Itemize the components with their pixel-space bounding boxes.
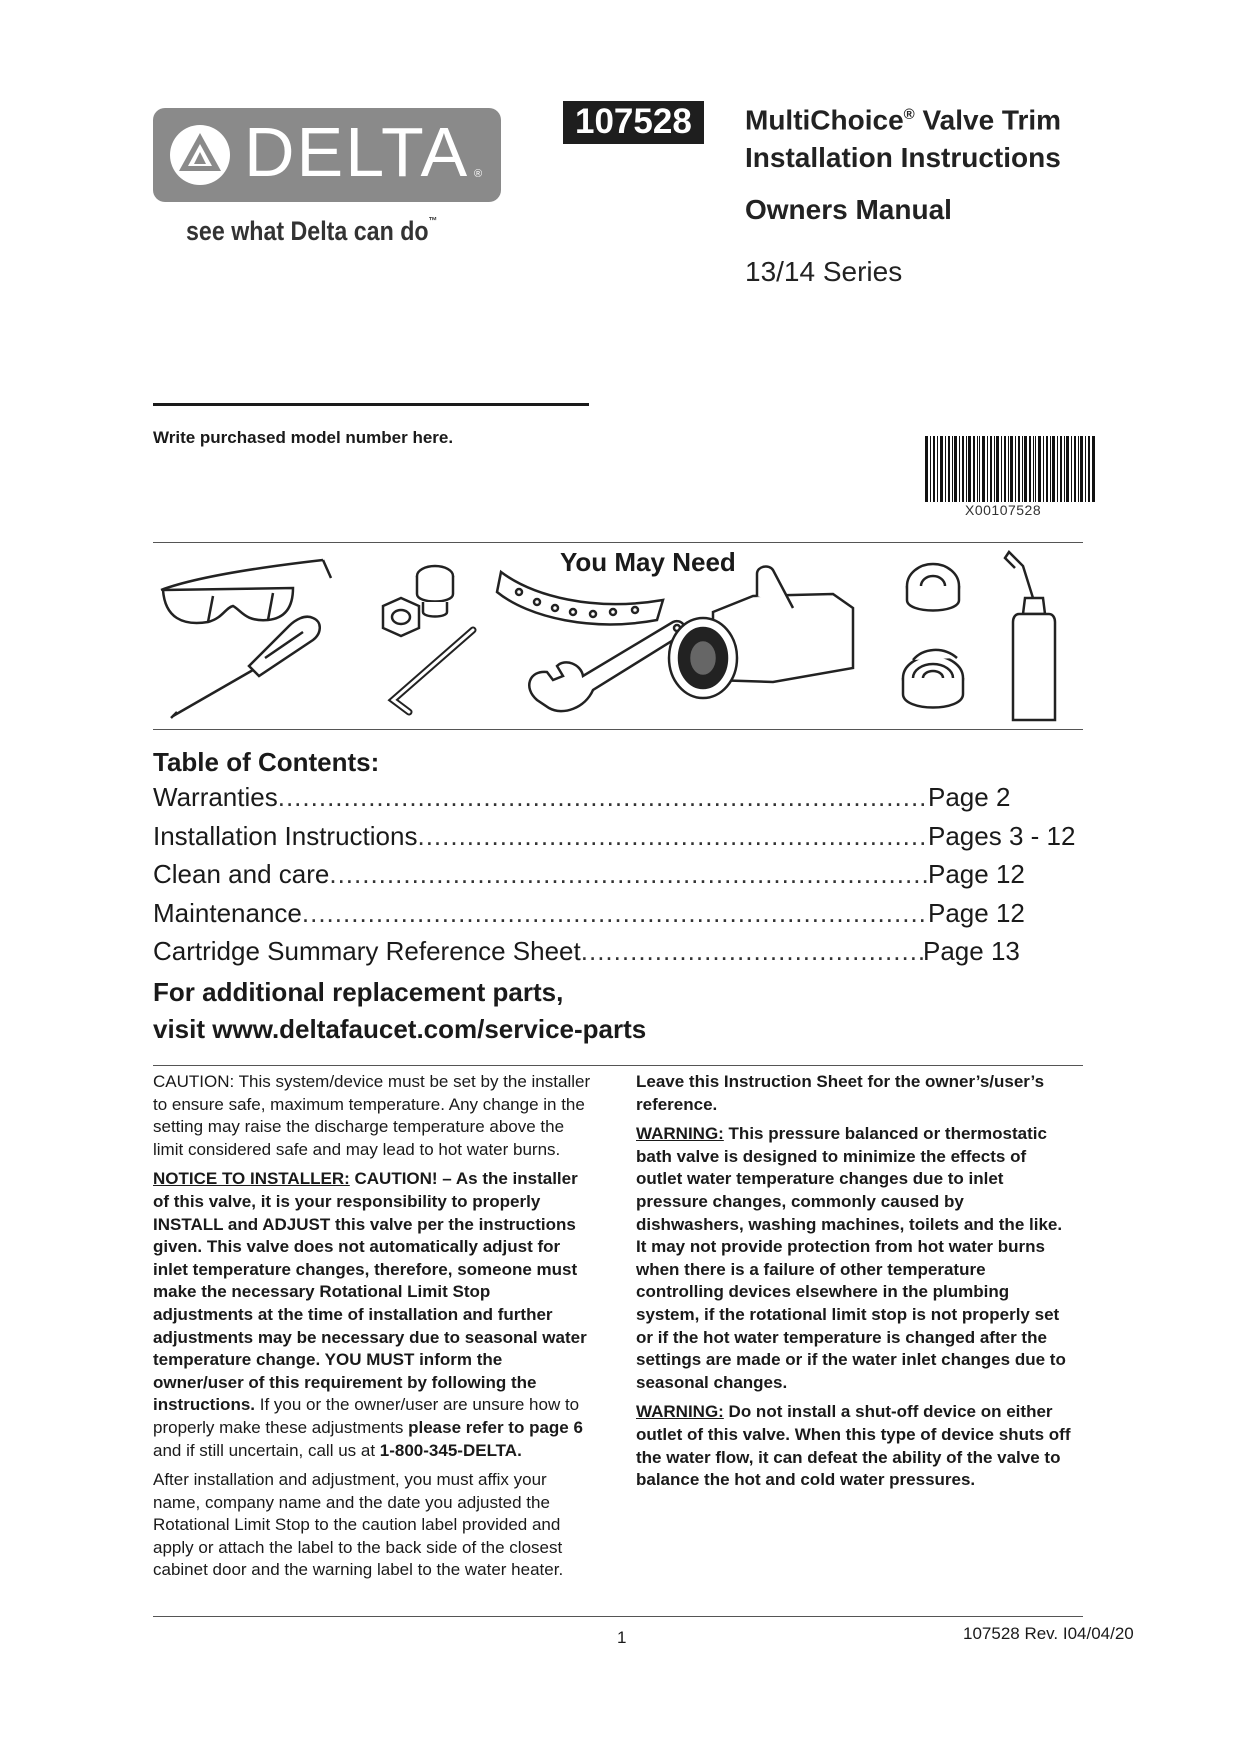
model-number-line <box>153 403 589 406</box>
owners-manual-heading: Owners Manual <box>745 194 952 225</box>
series-label: 13/14 Series <box>745 256 903 287</box>
screwdriver-icon <box>171 617 320 718</box>
flashlight-icon <box>669 567 853 698</box>
divider-body <box>153 1065 1083 1066</box>
warnings-column <box>636 1071 1076 1499</box>
service-parts-link[interactable]: visit www.deltafaucet.com/service-parts <box>153 1014 647 1044</box>
model-number-label: Write purchased model number here. <box>153 428 454 447</box>
toc-heading: Table of Contents: <box>153 747 380 777</box>
delta-logo-mark-icon <box>169 124 231 186</box>
fittings-icon <box>383 566 453 636</box>
after-install-paragraph: After installation and adjustment, you must affix your name, company name and the date you adjusted the Rotational Limit Stop to the caution label provided and apply or attach the label to the back side of the closest cabinet door and the warning label to the water heater. <box>153 1470 564 1580</box>
barcode-icon <box>925 436 1095 502</box>
divider-footer <box>153 1616 1083 1617</box>
body-column-left <box>153 1071 593 1589</box>
toc-item-clean-and-care: Clean and care ..... Page 12 <box>153 859 1083 898</box>
revision-label: 107528 Rev. I04/04/20 <box>963 1624 1134 1643</box>
safety-glasses-icon <box>161 560 331 623</box>
teflon-tape-icon <box>907 564 959 611</box>
warning-shutoff-paragraph: WARNING: Do not install a shut-off device on either outlet of this valve. When this type of device shuts off the water flow, it can defeat the ability of the valve to balance the hot and cold water pressures. <box>636 1402 1071 1490</box>
barcode-number: X00107528 <box>965 502 1042 518</box>
tagline: see what Delta can do™ <box>186 216 438 246</box>
torch-icon <box>1005 552 1055 720</box>
page-number: 1 <box>617 1628 627 1647</box>
part-number-badge: 107528 <box>563 101 704 144</box>
toc-item-cartridge-summary: Cartridge Summary Reference Sheet ..... Page 13 <box>153 936 1083 975</box>
you-may-need-heading: You May Need <box>560 547 736 577</box>
divider-mid <box>153 729 1083 730</box>
document-title: MultiChoice® Valve Trim Installation Instructions <box>745 104 1062 174</box>
divider-top <box>153 542 1083 543</box>
toc-item-installation: Installation Instructions ..... Pages 3 - 12 <box>153 821 1083 860</box>
notice-paragraph: NOTICE TO INSTALLER: CAUTION! – As the installer of this valve, it is your responsibility to properly INSTALL and ADJUST this valve per the instructions given. This valve does not automatically adjust for inlet temperature changes, therefore, someone must make the necessary Rotational Limit Stop adjustments at the time of installation and further adjustments may be necessary due to seasonal water temperature change. YOU MUST inform the owner/user of this requirement by following the instructions. If you or the owner/user are unsure how to properly make these adjustments please refer to page 6 and if still uncertain, call us at 1-800-345-DELTA. <box>153 1169 587 1460</box>
adjustable-wrench-icon <box>529 621 685 711</box>
toc-item-warranties: Warranties ..... Page 2 <box>153 782 1083 821</box>
warning-pressure-paragraph: WARNING: This pressure balanced or thermostatic bath valve is designed to minimize the effects of outlet water temperature changes due to inlet pressure changes, commonly caused by dishwashers, washing machines, toilets and the like. It may not provide protection from hot water burns when there is a failure of other temperature controlling devices elsewhere in the plumbing system, if the rotational limit stop is not properly set or if the hot water temperature is changed after the settings are made or if the water inlet changes due to seasonal changes. <box>636 1124 1066 1392</box>
logo-wordmark: DELTA <box>244 113 470 191</box>
tools-illustration <box>153 548 1083 728</box>
plumbers-strap-icon <box>497 572 663 624</box>
caution-paragraph: CAUTION: This system/device must be set by the installer to ensure safe, maximum temperature. Any change in the setting may raise the discharge temperature above the limit considered safe and may lead to hot water burns. <box>153 1072 591 1159</box>
table-of-contents <box>153 782 1083 975</box>
replacement-parts-note: For additional replacement parts, visit www.deltafaucet.com/service-parts <box>153 974 646 1048</box>
logo-registered-mark: ® <box>474 168 483 180</box>
solder-icon <box>903 650 963 708</box>
toc-item-maintenance: Maintenance ..... Page 12 <box>153 898 1083 937</box>
after-install-continued: Leave this Instruction Sheet for the owner’s/user’s reference. <box>636 1072 1045 1114</box>
